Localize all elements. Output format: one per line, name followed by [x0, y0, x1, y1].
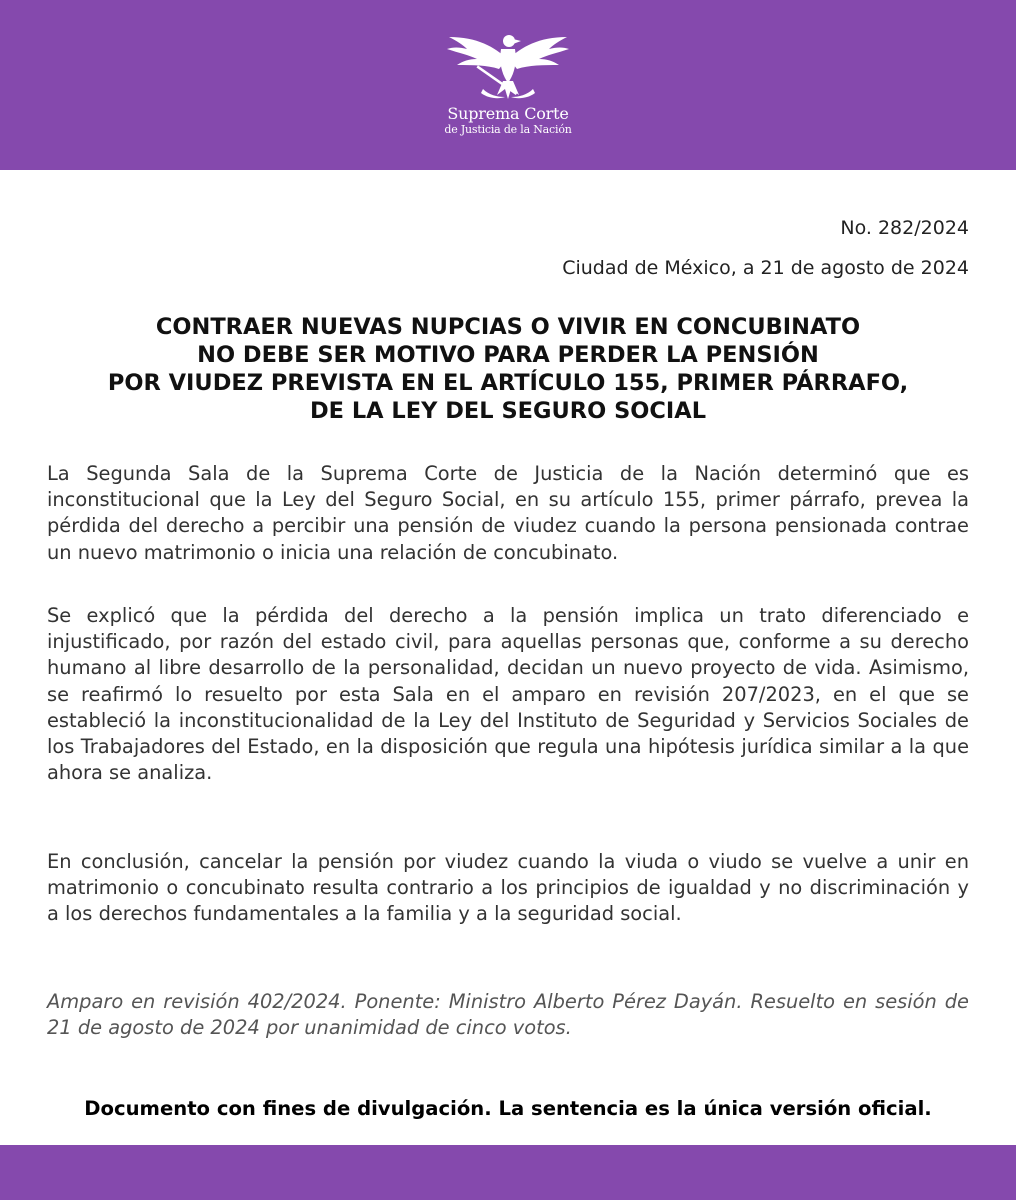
- body-paragraph: La Segunda Sala de la Suprema Corte de Justicia de la Nación determinó que es inconstitucional que la Ley del Seguro Social, en su artículo 155, primer párrafo, prevea la pérdida del derecho a percibir una pensión de viudez cuando la persona pensionada contrae un nuevo matrimonio o inicia una relación de concubinato.: [47, 462, 969, 564]
- press-release-date: Ciudad de México, a 21 de agosto de 2024: [562, 257, 969, 279]
- headline: [40, 313, 976, 425]
- headline-line: DE LA LEY DEL SEGURO SOCIAL: [309, 398, 707, 424]
- press-release-number: No. 282/2024: [840, 217, 969, 239]
- headline-line: POR VIUDEZ PREVISTA EN EL ARTÍCULO 155, PRIMER PÁRRAFO,: [107, 370, 909, 396]
- headline-line: CONTRAER NUEVAS NUPCIAS O VIVIR EN CONCUBINATO: [155, 314, 861, 340]
- logo-brand-line1: Suprema Corte: [447, 104, 569, 123]
- disclaimer: Documento con fines de divulgación. La sentencia es la única versión oficial.: [84, 1097, 932, 1120]
- body-paragraph: Se explicó que la pérdida del derecho a la pensión implica un trato diferenciado e injustificado, por razón del estado civil, para aquellas personas que, conforme a su derecho humano al libre desarrollo de la personalidad, decidan un nuevo proyecto de vida. Asimismo, se reafirmó lo resuelto por esta Sala en el amparo en revisión 207/2023, en el que se estableció la inconstitucionalidad de la Ley del Instituto de Seguridad y Servicios Sociales de los Trabajadores del Estado, en la disposición que regula una hipótesis jurídica similar a la que ahora se analiza.: [47, 604, 969, 785]
- headline-line: NO DEBE SER MOTIVO PARA PERDER LA PENSIÓN: [197, 342, 819, 368]
- logo-brand-line2: de Justicia de la Nación: [444, 123, 572, 136]
- body-paragraph: En conclusión, cancelar la pensión por viudez cuando la viuda o viudo se vuelve a unir en matrimonio o concubinato resulta contrario a los principios de igualdad y no discriminación y a los derechos fundamentales a la familia y a la seguridad social.: [47, 850, 969, 926]
- footer-band: [0, 1145, 1016, 1200]
- court-logo: [0, 25, 1016, 136]
- case-reference: Amparo en revisión 402/2024. Ponente: Ministro Alberto Pérez Dayán. Resuelto en sesión de 21 de agosto de 2024 por unanimidad de cinco votos.: [47, 990, 969, 1040]
- eagle-emblem-icon: [443, 25, 573, 103]
